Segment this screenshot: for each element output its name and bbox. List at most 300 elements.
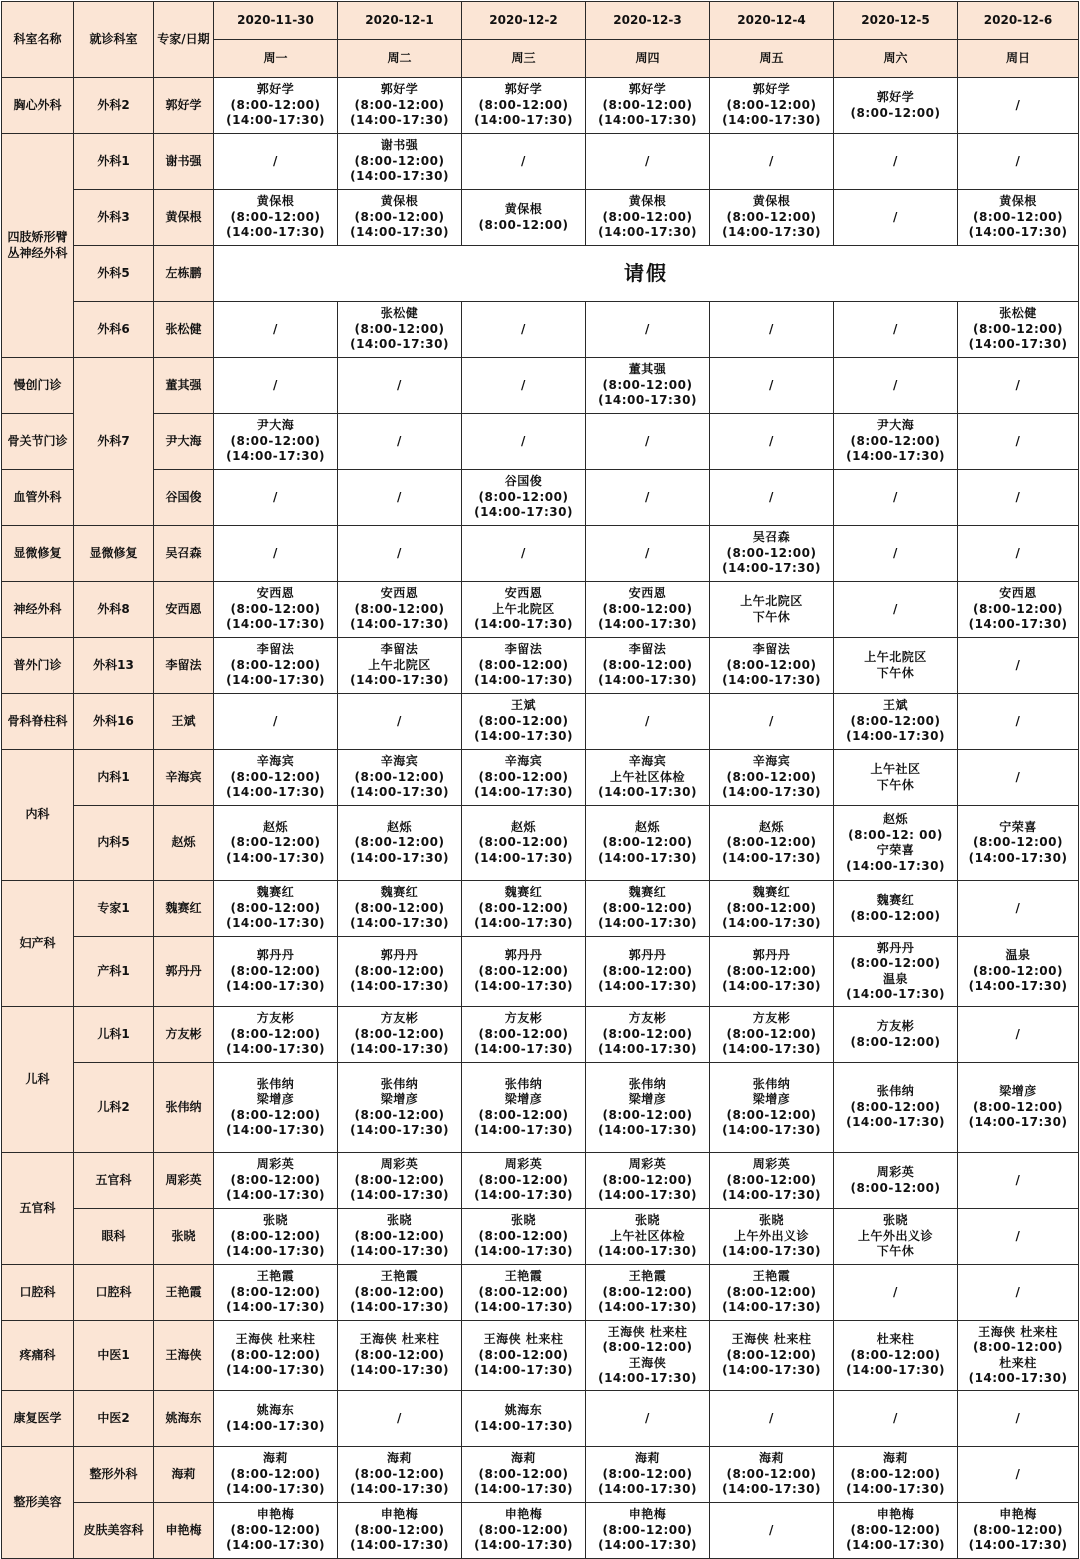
schedule-cell: [834, 358, 958, 414]
schedule-line: (14:00-17:30): [474, 785, 573, 800]
schedule-cell: [586, 78, 710, 134]
schedule-line: 上午社区: [870, 762, 921, 776]
schedule-line: 上午北院区: [368, 657, 431, 672]
schedule-line: 王艳霞: [256, 1269, 295, 1284]
schedule-line: /: [893, 601, 898, 616]
schedule-line: 郭丹丹: [628, 948, 667, 963]
schedule-line: (8:00-12:00): [850, 1180, 941, 1195]
schedule-line: (14:00-17:30): [598, 1188, 697, 1203]
schedule-cell: [214, 1063, 338, 1153]
schedule-line: (14:00-17:30): [226, 225, 325, 240]
table-row: [2, 881, 1079, 937]
schedule-line: (8:00-12:00): [354, 601, 445, 616]
schedule-cell: [214, 638, 338, 694]
schedule-line: (8:00-12:00): [726, 835, 817, 850]
schedule-cell: [834, 638, 958, 694]
schedule-line: (14:00-17:30): [350, 785, 449, 800]
schedule-line: (14:00-17:30): [474, 729, 573, 744]
table-row: [2, 1391, 1079, 1447]
schedule-cell: [462, 806, 586, 881]
schedule-cell: [958, 750, 1079, 806]
schedule-line: 方友彬: [628, 1011, 667, 1026]
dept-cell: [2, 414, 74, 470]
schedule-line: (14:00-17:30): [846, 858, 945, 873]
schedule-line: (8:00-12:00): [230, 1466, 321, 1481]
schedule-line: (8:00-12:00): [973, 209, 1063, 224]
dept-cell: 显微修复: [2, 526, 74, 582]
schedule-line: (8:00-12:00): [602, 377, 693, 392]
schedule-line: (8:00-12:00): [726, 657, 817, 672]
schedule-line: (8:00-12: 00): [848, 827, 943, 842]
schedule-line: (8:00-12:00): [354, 835, 445, 850]
schedule-cell: [834, 302, 958, 358]
schedule-line: (14:00-17:30): [226, 1418, 325, 1433]
schedule-line: (14:00-17:30): [598, 1123, 697, 1137]
schedule-line: (8:00-12:00): [726, 1466, 817, 1481]
schedule-line: (8:00-12:00): [478, 97, 569, 112]
schedule-cell: [462, 1503, 586, 1559]
schedule-line: 梁增彦: [504, 1092, 543, 1106]
schedule-cell: [338, 358, 462, 414]
dept-cell: [2, 134, 74, 358]
schedule-cell: [462, 750, 586, 806]
schedule-line: (14:00-17:30): [226, 1042, 325, 1057]
schedule-line: (8:00-12:00): [354, 209, 445, 224]
schedule-line: /: [1015, 97, 1021, 112]
schedule-cell: [834, 806, 958, 881]
schedule-line: (14:00-17:30): [968, 850, 1068, 865]
dept-cell: 儿科: [2, 1007, 74, 1153]
schedule-line: /: [1015, 1228, 1021, 1243]
schedule-line: /: [1015, 1466, 1021, 1481]
schedule-line: /: [273, 489, 278, 504]
table-row: [2, 1447, 1079, 1503]
schedule-line: (8:00-12:00): [850, 1347, 941, 1362]
schedule-line: /: [273, 153, 278, 168]
schedule-cell: [834, 1209, 958, 1265]
schedule-line: 李留法: [752, 642, 791, 657]
schedule-cell: [958, 1209, 1079, 1265]
table-row: [2, 414, 1079, 470]
schedule-cell: [214, 937, 338, 1007]
schedule-line: (14:00-17:30): [474, 1042, 573, 1057]
schedule-cell: [586, 190, 710, 246]
schedule-line: 上午外出义诊: [857, 1228, 933, 1243]
schedule-line: /: [1015, 900, 1021, 915]
schedule-line: (8:00-12:00): [354, 1107, 445, 1122]
schedule-line: (8:00-12:00): [602, 900, 693, 915]
schedule-line: 郭好学: [628, 82, 667, 97]
header-weekday: 周日: [958, 40, 1079, 78]
schedule-line: (14:00-17:30): [846, 987, 945, 1001]
table-row: [2, 806, 1079, 881]
schedule-line: (14:00-17:30): [226, 1123, 325, 1137]
schedule-cell: [214, 526, 338, 582]
dept-cell: 整形美容: [2, 1447, 74, 1559]
schedule-line: (14:00-17:30): [722, 113, 821, 128]
schedule-line: (8:00-12:00): [973, 1522, 1063, 1537]
schedule-line: /: [1015, 433, 1021, 448]
table-row: [2, 694, 1079, 750]
schedule-line: (8:00-12:00): [354, 1284, 445, 1299]
schedule-line: (14:00-17:30): [350, 225, 449, 240]
schedule-line: 赵烁: [510, 819, 536, 834]
schedule-cell: [462, 638, 586, 694]
schedule-line: (14:00-17:30): [350, 1042, 449, 1057]
schedule-line: 上午北院区: [492, 601, 555, 616]
schedule-cell: [586, 358, 710, 414]
schedule-line: 李留法: [628, 642, 667, 657]
schedule-line: (14:00-17:30): [226, 916, 325, 931]
schedule-line: (14:00-17:30): [968, 1538, 1068, 1553]
schedule-cell: [338, 190, 462, 246]
schedule-line: (14:00-17:30): [474, 1418, 573, 1433]
schedule-line: (8:00-12:00): [230, 963, 321, 978]
schedule-cell: [710, 1447, 834, 1503]
schedule-cell: [462, 937, 586, 1007]
schedule-line: (14:00-17:30): [598, 1300, 697, 1315]
schedule-line: 张伟纳: [504, 1076, 543, 1091]
schedule-cell: [214, 881, 338, 937]
dept-cell: 康复医学: [2, 1391, 74, 1447]
table-row: [2, 1209, 1079, 1265]
schedule-line: 魏赛红: [752, 885, 791, 900]
schedule-cell: [338, 694, 462, 750]
schedule-line: 尹大海: [256, 418, 295, 433]
schedule-line: (14:00-17:30): [846, 1538, 945, 1553]
clinic-cell: 五官科: [74, 1153, 154, 1209]
table-row: [2, 78, 1079, 134]
header-weekday: 周三: [462, 40, 586, 78]
schedule-cell: [586, 1007, 710, 1063]
schedule-cell: [214, 750, 338, 806]
schedule-line: /: [397, 433, 402, 448]
schedule-line: 黄保根: [380, 194, 419, 209]
table-row: [2, 246, 1079, 302]
clinic-cell: 内科5: [74, 806, 154, 881]
schedule-line: 安西恩: [628, 586, 667, 601]
clinic-cell: 眼科: [74, 1209, 154, 1265]
schedule-line: /: [893, 489, 898, 504]
schedule-cell: [834, 190, 958, 246]
schedule-line: (14:00-17:30): [968, 617, 1068, 632]
schedule-cell: [214, 694, 338, 750]
schedule-line: 王海侠 杜来柱: [359, 1332, 440, 1347]
schedule-line: (14:00-17:30): [722, 850, 821, 865]
schedule-cell: [462, 881, 586, 937]
schedule-cell: [710, 470, 834, 526]
schedule-line: (8:00-12:00): [230, 1228, 321, 1243]
dept-cell: 普外门诊: [2, 638, 74, 694]
schedule-line: 申艳梅: [380, 1507, 419, 1522]
schedule-cell: [958, 1447, 1079, 1503]
schedule-line: /: [769, 377, 774, 392]
schedule-cell: [834, 1265, 958, 1321]
schedule-line: 申艳梅: [504, 1507, 543, 1522]
header-row-dates: [2, 2, 1079, 40]
schedule-line: (14:00-17:30): [474, 673, 573, 688]
schedule-cell: [710, 78, 834, 134]
schedule-line: 魏赛红: [256, 885, 295, 900]
table-row: [2, 1321, 1079, 1391]
schedule-line: /: [893, 153, 898, 168]
schedule-line: (8:00-12:00): [602, 601, 693, 616]
schedule-line: /: [1015, 545, 1021, 560]
schedule-cell: [338, 1007, 462, 1063]
schedule-line: 王艳霞: [628, 1269, 667, 1284]
expert-cell: 张晓: [154, 1209, 214, 1265]
clinic-cell: 产科1: [74, 937, 154, 1007]
schedule-line: /: [769, 433, 774, 448]
schedule-line: 姚海东: [504, 1403, 543, 1417]
schedule-line: (8:00-12:00): [354, 1172, 445, 1187]
schedule-line: 王海侠 杜来柱: [235, 1332, 316, 1347]
expert-cell: 董其强: [154, 358, 214, 414]
schedule-line: (8:00-12:00): [850, 433, 941, 448]
expert-cell: 周彩英: [154, 1153, 214, 1209]
schedule-cell: [214, 78, 338, 134]
schedule-cell: [214, 470, 338, 526]
schedule-cell: [338, 470, 462, 526]
schedule-line: 海莉: [386, 1451, 412, 1466]
schedule-line: 黄保根: [752, 194, 791, 209]
schedule-line: 魏赛红: [380, 885, 419, 900]
schedule-line: (8:00-12:00): [850, 1034, 941, 1049]
schedule-line: (14:00-17:30): [350, 1188, 449, 1203]
schedule-line: 郭丹丹: [504, 948, 543, 963]
schedule-line: (8:00-12:00): [478, 1466, 569, 1481]
schedule-line: 海莉: [882, 1451, 908, 1466]
schedule-cell: [834, 526, 958, 582]
header-date: 2020-11-30: [214, 2, 338, 40]
clinic-cell: 专家1: [74, 881, 154, 937]
schedule-cell: [338, 638, 462, 694]
schedule-line: (8:00-12:00): [230, 657, 321, 672]
schedule-cell: [338, 750, 462, 806]
schedule-line: (8:00-12:00): [354, 1026, 445, 1041]
schedule-line: (8:00-12:00): [602, 1340, 693, 1354]
schedule-line: /: [521, 377, 526, 392]
schedule-cell: [338, 1209, 462, 1265]
schedule-cell: [462, 1209, 586, 1265]
schedule-line: (14:00-17:30): [474, 505, 573, 520]
schedule-cell: [462, 190, 586, 246]
schedule-line: (14:00-17:30): [474, 1363, 573, 1378]
schedule-cell: [710, 1007, 834, 1063]
table-row: [2, 582, 1079, 638]
schedule-line: (14:00-17:30): [722, 1300, 821, 1315]
schedule-line: /: [893, 377, 898, 392]
schedule-cell: [214, 582, 338, 638]
schedule-cell: [834, 694, 958, 750]
schedule-line: (14:00-17:30): [598, 225, 697, 240]
schedule-line: 申艳梅: [876, 1507, 915, 1522]
schedule-line: 郭好学: [256, 82, 295, 97]
schedule-line: /: [893, 209, 898, 224]
schedule-line: /: [645, 489, 650, 504]
schedule-cell: [462, 1391, 586, 1447]
schedule-cell: [214, 358, 338, 414]
schedule-line: 李留法: [380, 642, 419, 657]
schedule-line: 方友彬: [752, 1011, 791, 1026]
expert-cell: 申艳梅: [154, 1503, 214, 1559]
schedule-cell: [958, 302, 1079, 358]
expert-cell: 张松健: [154, 302, 214, 358]
schedule-line: (14:00-17:30): [968, 1371, 1068, 1385]
schedule-cell: [710, 1265, 834, 1321]
schedule-line: (14:00-17:30): [350, 169, 449, 184]
schedule-line: (14:00-17:30): [350, 1482, 449, 1497]
schedule-line: (8:00-12:00): [726, 1107, 817, 1122]
schedule-line: (8:00-12:00): [354, 1522, 445, 1537]
schedule-line: 王斌: [882, 698, 908, 713]
schedule-line: (8:00-12:00): [354, 963, 445, 978]
schedule-line: 张伟纳: [256, 1076, 295, 1091]
dept-line: 外科: [43, 245, 68, 260]
schedule-cell: [214, 1209, 338, 1265]
table-row: [2, 1007, 1079, 1063]
schedule-line: 张伟纳: [380, 1076, 419, 1091]
schedule-line: 赵烁: [386, 819, 412, 834]
schedule-line: 海莉: [758, 1451, 784, 1466]
schedule-line: (14:00-17:30): [474, 617, 573, 632]
schedule-cell: [338, 1503, 462, 1559]
schedule-line: 下午休: [752, 609, 791, 624]
schedule-line: 方友彬: [876, 1019, 915, 1033]
schedule-line: 辛海宾: [628, 754, 667, 769]
schedule-line: 杜来柱: [876, 1332, 915, 1347]
schedule-line: (8:00-12:00): [354, 153, 445, 168]
schedule-line: 宁荣喜: [999, 819, 1037, 834]
schedule-line: (14:00-17:30): [968, 1115, 1068, 1130]
schedule-cell: [338, 78, 462, 134]
schedule-line: (14:00-17:30): [226, 673, 325, 688]
schedule-line: 上午北院区: [864, 650, 927, 664]
schedule-line: /: [521, 545, 526, 560]
schedule-line: 郭丹丹: [876, 940, 915, 955]
schedule-line: (8:00-12:00): [230, 1522, 321, 1537]
schedule-line: /: [893, 321, 898, 336]
schedule-line: (14:00-17:30): [598, 850, 697, 865]
schedule-cell: [338, 414, 462, 470]
schedule-line: (8:00-12:00): [726, 900, 817, 915]
header-date: 2020-12-6: [958, 2, 1079, 40]
schedule-cell: [834, 1391, 958, 1447]
schedule-line: 梁增彦: [999, 1084, 1037, 1099]
schedule-line: 郭好学: [380, 82, 419, 97]
schedule-line: (8:00-12:00): [726, 97, 817, 112]
schedule-line: 王海侠: [628, 1355, 667, 1370]
schedule-line: (8:00-12:00): [478, 1172, 569, 1187]
schedule-cell: [958, 470, 1079, 526]
schedule-line: /: [521, 433, 526, 448]
schedule-line: (8:00-12:00): [230, 769, 321, 784]
clinic-cell: 外科1: [74, 134, 154, 190]
schedule-line: (14:00-17:30): [846, 1363, 945, 1378]
clinic-cell: 中医2: [74, 1391, 154, 1447]
schedule-line: (14:00-17:30): [722, 1042, 821, 1057]
dept-cell: 内科: [2, 750, 74, 881]
schedule-line: (14:00-17:30): [598, 1042, 697, 1057]
table-row: [2, 1265, 1079, 1321]
schedule-line: 李留法: [504, 642, 543, 657]
schedule-line: (8:00-12:00): [230, 209, 321, 224]
schedule-cell: [710, 1503, 834, 1559]
schedule-line: (14:00-17:30): [722, 1123, 821, 1137]
schedule-line: 王海侠 杜来柱: [978, 1324, 1058, 1339]
schedule-line: 董其强: [628, 362, 667, 377]
schedule-line: /: [397, 489, 402, 504]
schedule-line: (14:00-17:30): [722, 1482, 821, 1497]
dept-cell: 五官科: [2, 1153, 74, 1265]
schedule-cell: [214, 1503, 338, 1559]
schedule-line: (8:00-12:00): [230, 601, 321, 616]
schedule-cell: [834, 1007, 958, 1063]
schedule-cell: [586, 1321, 710, 1391]
schedule-line: 上午外出义诊: [733, 1228, 809, 1243]
schedule-line: (8:00-12:00): [973, 963, 1063, 978]
schedule-line: 谷国俊: [504, 474, 543, 489]
clinic-cell: 外科5: [74, 246, 154, 302]
schedule-line: (8:00-12:00): [602, 1284, 693, 1299]
schedule-cell: [834, 881, 958, 937]
schedule-line: (8:00-12:00): [230, 835, 321, 850]
schedule-cell: [834, 1063, 958, 1153]
schedule-cell: [214, 1265, 338, 1321]
schedule-line: 张晓: [634, 1213, 660, 1228]
schedule-line: (14:00-17:30): [722, 785, 821, 800]
schedule-line: 辛海宾: [256, 754, 295, 769]
schedule-line: (8:00-12:00): [478, 1284, 569, 1299]
table-row: [2, 302, 1079, 358]
schedule-line: (8:00-12:00): [850, 1466, 941, 1481]
schedule-line: (8:00-12:00): [478, 217, 569, 232]
schedule-line: 上午社区体检: [609, 769, 685, 784]
table-row: [2, 750, 1079, 806]
expert-cell: 王斌: [154, 694, 214, 750]
expert-cell: 谢书强: [154, 134, 214, 190]
schedule-cell: [958, 806, 1079, 881]
schedule-cell: [586, 414, 710, 470]
schedule-line: (14:00-17:30): [350, 979, 449, 994]
schedule-line: (14:00-17:30): [598, 979, 697, 994]
schedule-line: (14:00-17:30): [598, 916, 697, 931]
schedule-line: (14:00-17:30): [722, 673, 821, 688]
schedule-line: /: [521, 153, 526, 168]
schedule-line: (8:00-12:00): [478, 963, 569, 978]
schedule-line: /: [397, 377, 402, 392]
schedule-cell: [710, 806, 834, 881]
schedule-cell: [338, 1321, 462, 1391]
schedule-cell: [710, 134, 834, 190]
schedule-cell: [214, 134, 338, 190]
schedule-line: 申艳梅: [999, 1507, 1037, 1522]
schedule-line: (14:00-17:30): [846, 1115, 945, 1130]
schedule-line: (8:00-12:00): [850, 713, 941, 728]
schedule-cell: [958, 134, 1079, 190]
schedule-line: (8:00-12:00): [726, 1284, 817, 1299]
schedule-line: 王海侠 杜来柱: [607, 1324, 688, 1339]
schedule-cell: [586, 1265, 710, 1321]
schedule-cell: [958, 78, 1079, 134]
expert-cell: 王海侠: [154, 1321, 214, 1391]
clinic-cell: 皮肤美容科: [74, 1503, 154, 1559]
schedule-cell: [214, 414, 338, 470]
schedule-cell: [586, 134, 710, 190]
schedule-line: (8:00-12:00): [230, 1026, 321, 1041]
schedule-line: (14:00-17:30): [598, 1371, 697, 1385]
schedule-line: (8:00-12:00): [478, 1228, 569, 1243]
